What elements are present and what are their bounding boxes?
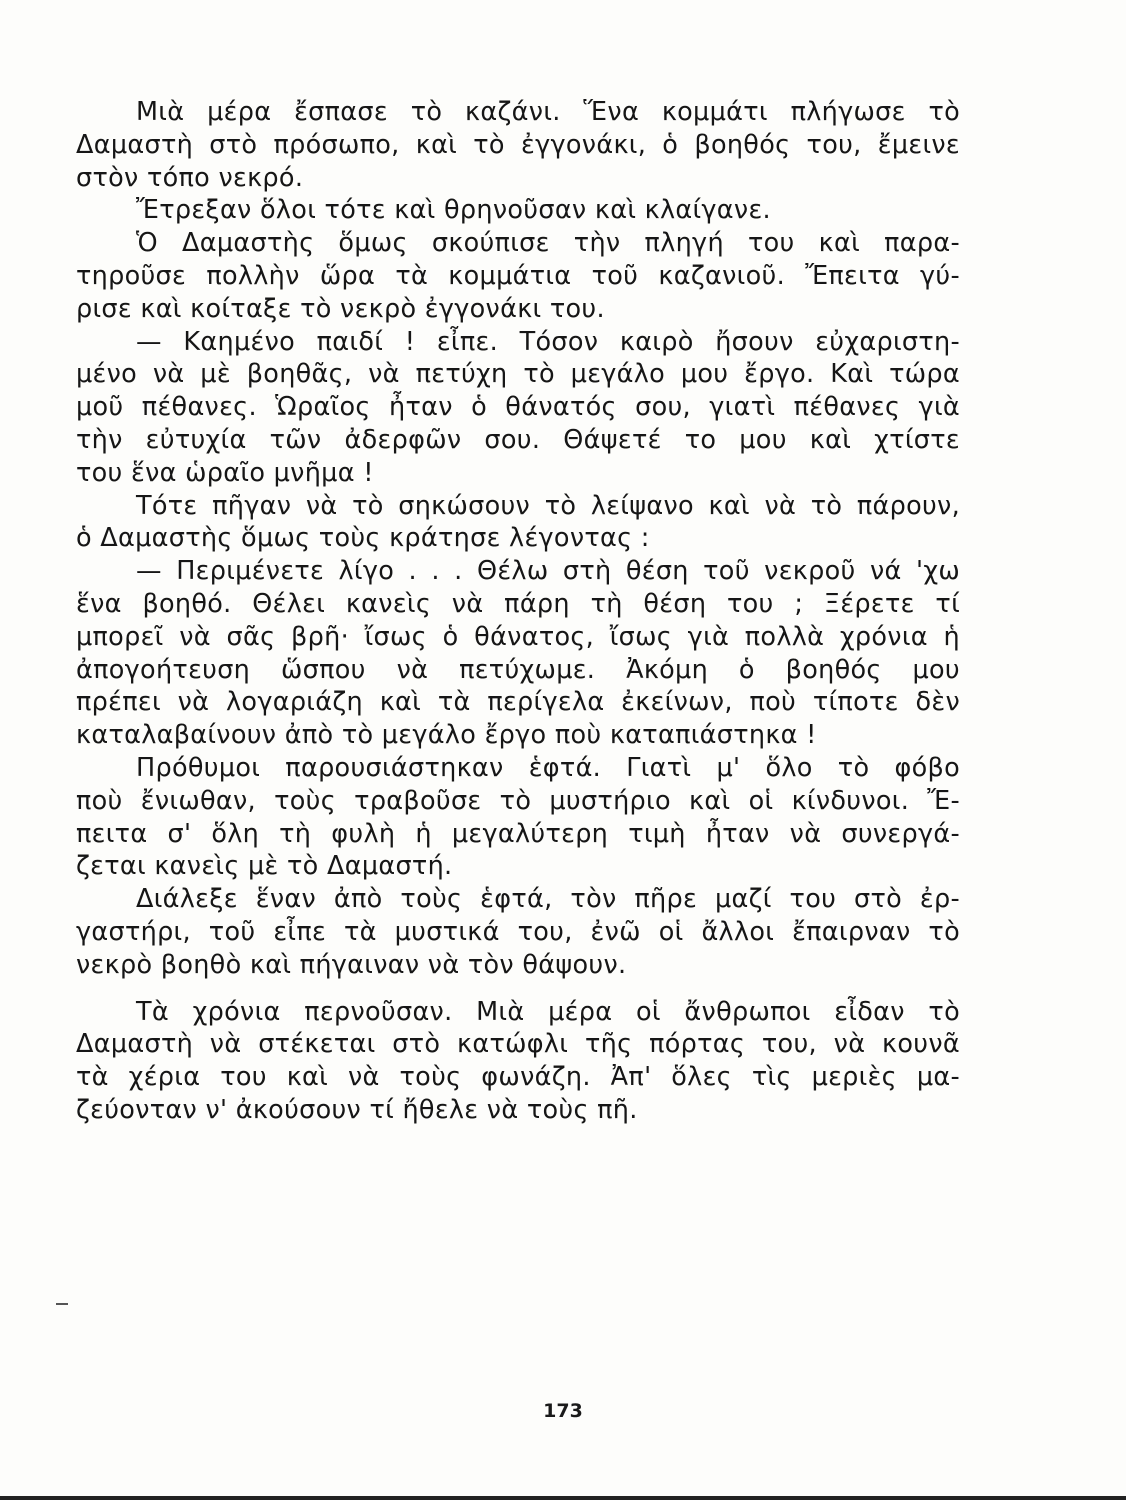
text-line: τηροῦσε πολλὴν ὥρα τὰ κομμάτια τοῦ καζανιοῦ. Ἔπειτα γύ- (76, 260, 960, 291)
text-line: μένο νὰ μὲ βοηθᾶς, νὰ πετύχη τὸ μεγάλο μου ἔργο. Καὶ τώρα (76, 359, 960, 390)
body-text (76, 96, 960, 1127)
text-line: του ἕνα ὡραῖο μνῆμα ! (76, 457, 374, 488)
scan-edge (0, 1496, 1126, 1500)
text-line: μπορεῖ νὰ σᾶς βρῆ· ἴσως ὁ θάνατος, ἴσως γιὰ πολλὰ χρόνια ἡ (76, 621, 960, 652)
text-line: Δαμαστὴ στὸ πρόσωπο, καὶ τὸ ἐγγονάκι, ὁ βοηθός του, ἔμεινε (76, 129, 960, 160)
text-line: Τότε πῆγαν νὰ τὸ σηκώσουν τὸ λείψανο καὶ νὰ τὸ πάρουν, (136, 490, 960, 521)
text-line: ζεται κανεὶς μὲ τὸ Δαμαστή. (76, 851, 453, 882)
text-line: ζεύονταν ν' ἀκούσουν τί ἤθελε νὰ τοὺς πῆ. (76, 1094, 638, 1125)
text-line: καταλαβαίνουν ἀπὸ τὸ μεγάλο ἔργο ποὺ καταπιάστηκα ! (76, 720, 817, 751)
text-line: — Καημένο παιδί ! εἶπε. Τόσον καιρὸ ἤσουν εὐχαριστη- (136, 326, 960, 357)
text-line: ἕνα βοηθό. Θέλει κανεὶς νὰ πάρη τὴ θέση του ; Ξέρετε τί (76, 588, 960, 619)
text-line: Μιὰ μέρα ἔσπασε τὸ καζάνι. Ἕνα κομμάτι πλήγωσε τὸ (136, 97, 960, 127)
text-line: ἀπογοήτευση ὥσπου νὰ πετύχωμε. Ἀκόμη ὁ βοηθός μου (76, 654, 960, 685)
text-line: Ἔτρεξαν ὅλοι τότε καὶ θρηνοῦσαν καὶ κλαίγανε. (136, 195, 771, 226)
text-line: τὴν εὐτυχία τῶν ἀδερφῶν σου. Θάψετέ το μου καὶ χτίστε (76, 424, 960, 455)
text-line: τὰ χέρια του καὶ νὰ τοὺς φωνάζη. Ἀπ' ὅλες τὶς μεριὲς μα- (76, 1062, 960, 1093)
text-line: Δαμαστὴ νὰ στέκεται στὸ κατώφλι τῆς πόρτας του, νὰ κουνᾶ (76, 1029, 960, 1060)
text-line: ρισε καὶ κοίταξε τὸ νεκρὸ ἐγγονάκι του. (76, 293, 605, 324)
text-line: Διάλεξε ἕναν ἀπὸ τοὺς ἑφτά, τὸν πῆρε μαζί του στὸ ἐρ- (136, 884, 960, 915)
text-line: πρέπει νὰ λογαριάζη καὶ τὰ περίγελα ἐκείνων, ποὺ τίποτε δὲν (76, 687, 960, 718)
text-line: Ὁ Δαμαστὴς ὅμως σκούπισε τὴν πληγή του καὶ παρα- (136, 228, 960, 259)
text-line: γαστήρι, τοῦ εἶπε τὰ μυστικά του, ἐνῶ οἱ ἄλλοι ἔπαιρναν τὸ (76, 916, 960, 947)
text-line: ποὺ ἔνιωθαν, τοὺς τραβοῦσε τὸ μυστήριο καὶ οἱ κίνδυνοι. Ἔ- (76, 785, 960, 816)
text-line: πειτα σ' ὅλη τὴ φυλὴ ἡ μεγαλύτερη τιμὴ ἦταν νὰ συνεργά- (76, 818, 960, 849)
text-line: μοῦ πέθανες. Ὡραῖος ἦταν ὁ θάνατός σου, γιατὶ πέθανες γιὰ (76, 392, 960, 423)
page-number: 173 (543, 1400, 583, 1422)
text-line: ὁ Δαμαστὴς ὅμως τοὺς κράτησε λέγοντας : (76, 523, 650, 554)
margin-mark (56, 1303, 68, 1305)
text-line: Τὰ χρόνια περνοῦσαν. Μιὰ μέρα οἱ ἄνθρωποι εἶδαν τὸ (136, 996, 960, 1027)
text-line: Πρόθυμοι παρουσιάστηκαν ἑφτά. Γιατὶ μ' ὅλο τὸ φόβο (136, 752, 960, 783)
text-line: — Περιμένετε λίγο . . . Θέλω στὴ θέση τοῦ νεκροῦ νά 'χω (136, 556, 960, 587)
text-line: νεκρὸ βοηθὸ καὶ πήγαιναν νὰ τὸν θάψουν. (76, 949, 627, 980)
text-line: στὸν τόπο νεκρό. (76, 162, 304, 193)
